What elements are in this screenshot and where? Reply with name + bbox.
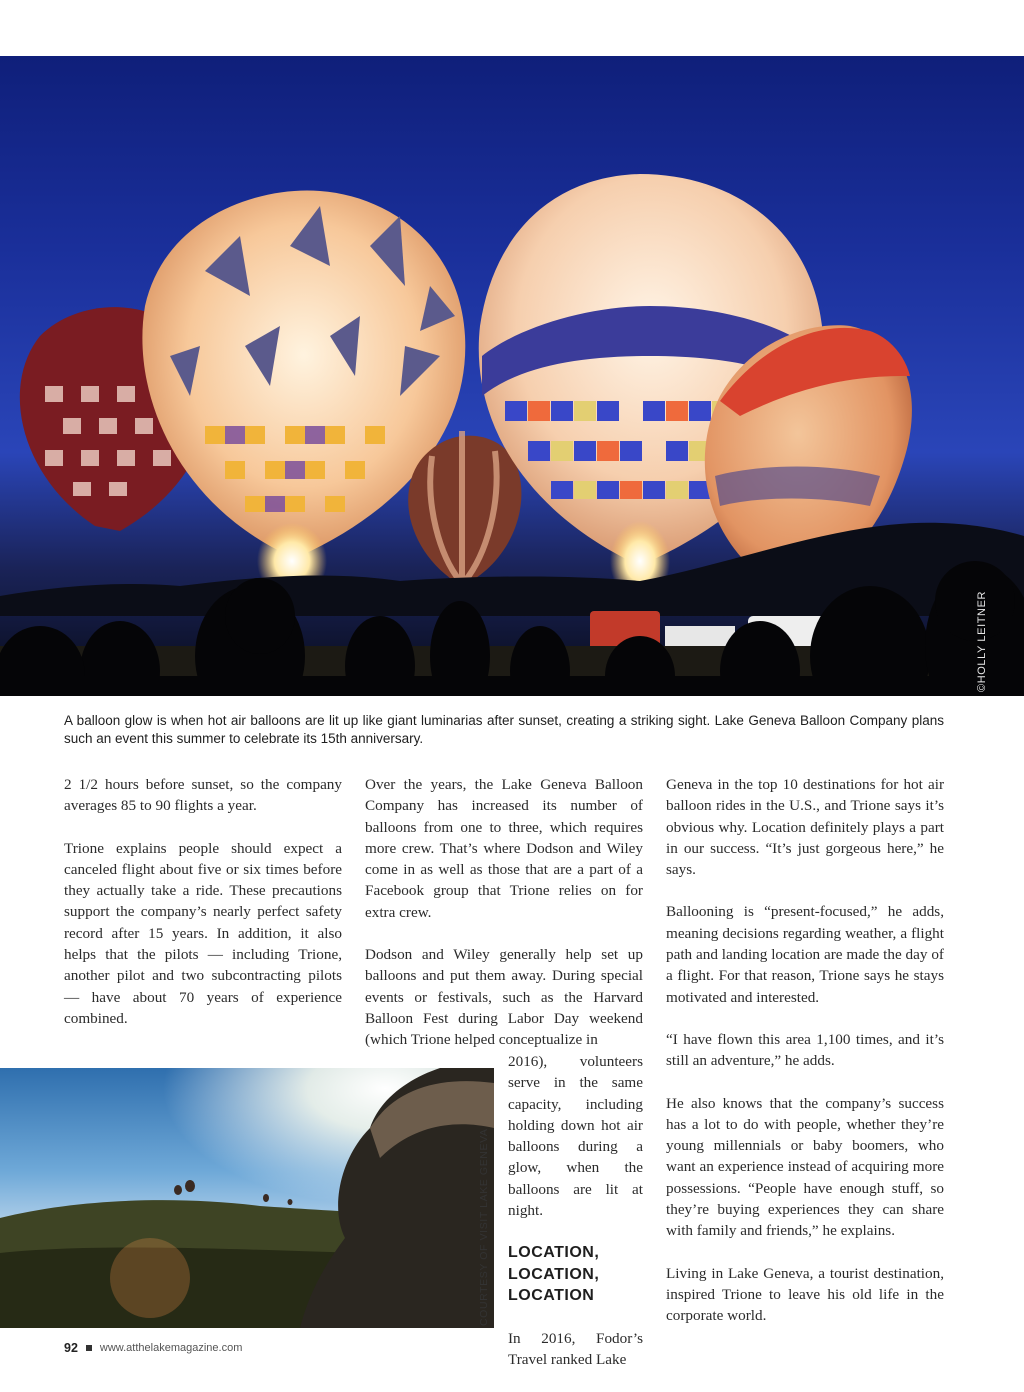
page-number: 92 bbox=[64, 1341, 78, 1355]
square-bullet-icon bbox=[86, 1345, 92, 1351]
balloon-glow-illustration bbox=[0, 56, 1024, 696]
paragraph: Trione explains people should expect a canceled flight about five or six times before they actually take a ride. These precautions support the company’s nearly perfect safety record after 15 years. In addition, it also helps that the pilots — including Trione, another pilot and two subcontracting pilots — have about 70 years of experience combined. bbox=[64, 839, 342, 1027]
page-footer bbox=[64, 1341, 242, 1355]
article-column-2-continued bbox=[508, 1051, 643, 1370]
paragraph: He also knows that the company’s success has a lot to do with people, whether they’re young millennials or baby boomers, who want an experience instead of acquiring more possessions. “People have enough stuff, so they’re buying experiences they can share with family and friends,” he explains. bbox=[666, 1094, 944, 1240]
article-column-1 bbox=[64, 774, 342, 1029]
daytime-balloons-illustration bbox=[0, 1068, 494, 1328]
paragraph: In 2016, Fodor’s Travel ranked Lake bbox=[508, 1329, 643, 1369]
paragraph: Ballooning is “present-focused,” he adds, meaning decisions regarding weather, a flight path and landing location are made the day of a flight. For that reason, Trione says he stays motivated and interested. bbox=[666, 903, 944, 1006]
article-column-3 bbox=[666, 774, 944, 1327]
section-subhead: LOCATION, LOCATION, LOCATION bbox=[508, 1244, 600, 1305]
balloon-harlequin bbox=[142, 190, 465, 599]
paragraph: Living in Lake Geneva, a tourist destination, inspired Trione to leave his old life in the corporate world. bbox=[666, 1264, 944, 1325]
paragraph: 2016), volunteers serve in the same capacity, including holding down hot air balloons during a glow, when the balloons are lit at night. bbox=[508, 1053, 643, 1220]
paragraph: Dodson and Wiley generally help set up balloons and put them away. During special events or festivals, such as the Harvard Balloon Fest during Labor Day weekend (which Trione helped conceptualize in bbox=[365, 946, 643, 1049]
paragraph: 2 1/2 hours before sunset, so the company averages 85 to 90 flights a year. bbox=[64, 776, 342, 815]
paragraph: Over the years, the Lake Geneva Balloon Company has increased its number of balloons from one to three, which requires more crew. That’s where Dodson and Wiley come in as well as those that are a part of a Facebook group that Trione relies on for extra crew. bbox=[365, 776, 643, 921]
hero-photo-credit: ©HOLLY LEITNER bbox=[976, 590, 988, 692]
inset-photo-credit: COURTESY OF VISIT LAKE GENEVA bbox=[478, 1128, 490, 1326]
magazine-url[interactable]: www.atthelakemagazine.com bbox=[99, 1342, 243, 1354]
paragraph: “I have flown this area 1,100 times, and it’s still an adventure,” he adds. bbox=[666, 1030, 944, 1070]
paragraph: Geneva in the top 10 destinations for hot air balloon rides in the U.S., and Trione says it’s obvious why. Location definitely plays a part in our success. “It’s just gorgeous here,” he says. bbox=[666, 776, 944, 879]
inset-photo bbox=[0, 1068, 494, 1328]
hero-photo bbox=[0, 56, 1024, 696]
article-column-2 bbox=[365, 774, 643, 1051]
photo-caption: A balloon glow is when hot air balloons are lit up like giant luminarias after sunset, creating a striking sight. Lake Geneva Balloon Company plans such an event this summer to celebrate its 15th anniversary. bbox=[64, 713, 944, 746]
